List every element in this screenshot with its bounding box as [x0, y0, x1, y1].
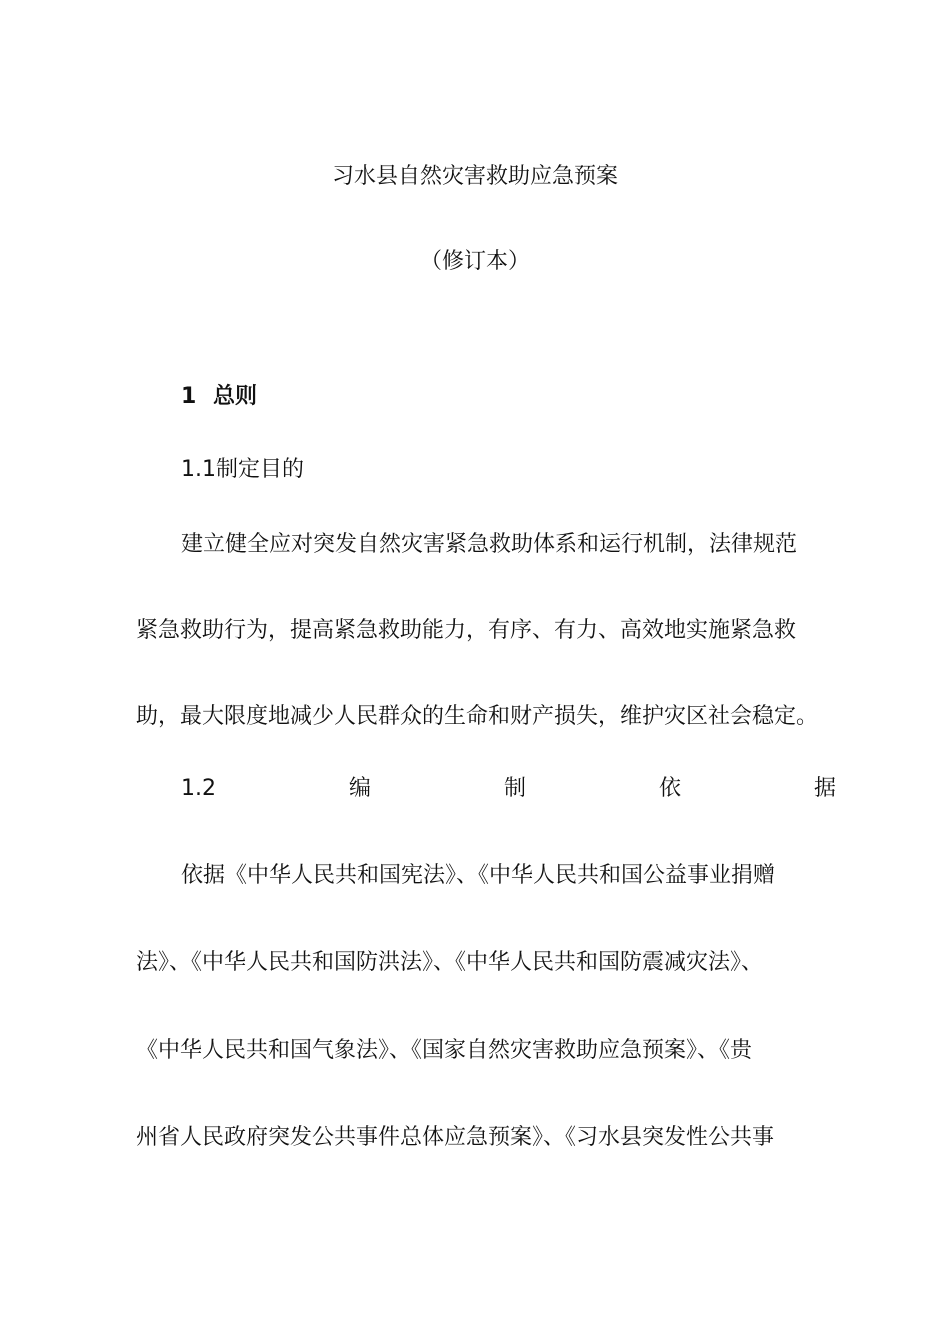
paragraph-line: 法》、《中华人民共和国防洪法》、《中华人民共和国防震减灾法》、 [136, 950, 764, 975]
heading-part: 编 [348, 776, 371, 801]
heading-part: 1.2 [181, 776, 216, 801]
document-subtitle: （修订本） [419, 249, 530, 274]
heading-part: 制 [503, 776, 526, 801]
heading-part: 据 [813, 776, 836, 801]
paragraph-line: 《中华人民共和国气象法》、《国家自然灾害救助应急预案》、《贵 [136, 1038, 753, 1063]
subsection-heading-1-2 [181, 774, 836, 804]
section-title: 总则 [213, 384, 258, 409]
paragraph-line: 紧急救助行为，提高紧急救助能力，有序、有力、高效地实施紧急救 [136, 618, 797, 643]
paragraph-line: 助，最大限度地减少人民群众的生命和财产损失，维护灾区社会稳定。 [136, 704, 819, 729]
subsection-heading-1-1: 1.1制定目的 [181, 457, 304, 482]
section-heading-1 [181, 382, 836, 412]
paragraph-line: 建立健全应对突发自然灾害紧急救助体系和运行机制，法律规范 [181, 532, 798, 557]
heading-part: 依 [658, 776, 681, 801]
section-number: 1 [181, 384, 197, 409]
document-title: 习水县自然灾害救助应急预案 [331, 164, 618, 189]
paragraph-line: 州省人民政府突发公共事件总体应急预案》、《习水县突发性公共事 [136, 1125, 775, 1150]
paragraph-line: 依据《中华人民共和国宪法》、《中华人民共和国公益事业捐赠 [181, 863, 776, 888]
